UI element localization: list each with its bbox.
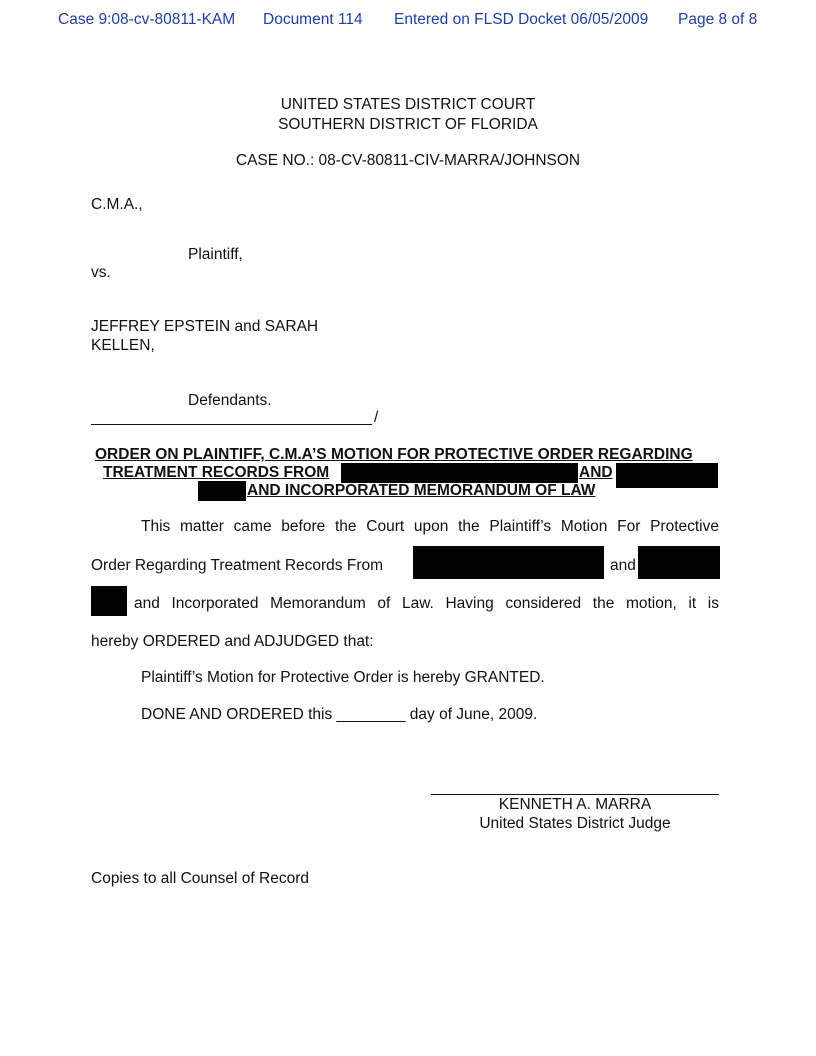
- redaction-box: [91, 586, 127, 616]
- order-title-line1: ORDER ON PLAINTIFF, C.M.A’S MOTION FOR PROTECTIVE ORDER REGARDING: [95, 446, 693, 463]
- defendants-role: Defendants.: [188, 392, 272, 409]
- body-line1: This matter came before the Court upon the Plaintiff’s Motion For Protective: [141, 518, 719, 535]
- redaction-box: [616, 463, 718, 488]
- copies-note: Copies to all Counsel of Record: [91, 870, 309, 887]
- court-name: UNITED STATES DISTRICT COURT: [280, 96, 536, 113]
- header-docket-entry: Entered on FLSD Docket 06/05/2009: [394, 11, 649, 28]
- body-line3: and Incorporated Memorandum of Law. Having considered the motion, it is: [134, 595, 719, 612]
- caption-rule: [91, 424, 372, 425]
- header-page-number: Page 8 of 8: [678, 11, 758, 28]
- order-title-line2: TREATMENT RECORDS FROM: [103, 464, 330, 481]
- header-document-number: Document 114: [263, 11, 363, 28]
- case-number: CASE NO.: 08-CV-80811-CIV-MARRA/JOHNSON: [235, 152, 581, 169]
- signature-line: [431, 794, 719, 795]
- redaction-box: [638, 546, 720, 579]
- versus: vs.: [91, 264, 111, 281]
- redaction-box: [413, 546, 604, 579]
- redaction-box: [198, 481, 246, 501]
- body-line2: Order Regarding Treatment Records From: [91, 557, 384, 574]
- body-line4: hereby ORDERED and ADJUDGED that:: [91, 633, 374, 650]
- order-title-and: AND: [579, 464, 613, 481]
- caption-slash: /: [374, 409, 379, 426]
- plaintiff-name: C.M.A.,: [91, 196, 143, 213]
- judge-title: United States District Judge: [479, 815, 671, 832]
- granted-statement: Plaintiff’s Motion for Protective Order is hereby GRANTED.: [141, 669, 545, 686]
- done-and-ordered: DONE AND ORDERED this ________ day of June, 2009.: [141, 706, 538, 723]
- defendants-names-cont: KELLEN,: [91, 337, 155, 354]
- body-line2-and: and: [610, 557, 636, 574]
- order-title-line3: AND INCORPORATED MEMORANDUM OF LAW: [247, 482, 596, 499]
- plaintiff-role: Plaintiff,: [188, 246, 243, 263]
- judge-name: KENNETH A. MARRA: [498, 796, 652, 813]
- header-case-number: Case 9:08-cv-80811-KAM: [58, 11, 236, 28]
- defendants-names: JEFFREY EPSTEIN and SARAH: [91, 318, 319, 335]
- court-district: SOUTHERN DISTRICT OF FLORIDA: [278, 116, 538, 133]
- redaction-box: [341, 463, 578, 483]
